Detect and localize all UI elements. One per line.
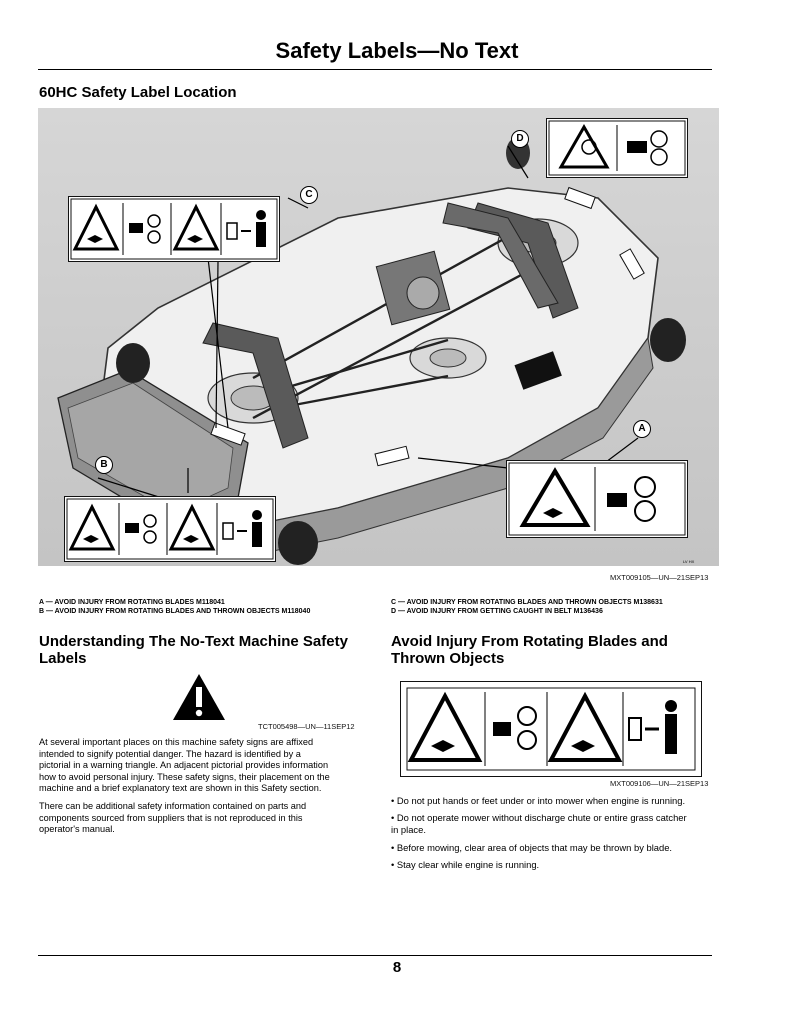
tiny-code: LV HX: [683, 559, 695, 564]
supplier-paragraph: [39, 801, 369, 836]
mower-deck-figure: [38, 108, 719, 566]
figure-ref-code: MXT009105—UN—21SEP13: [610, 573, 709, 582]
bullet-stay-clear: • Stay clear while engine is running.: [391, 859, 540, 870]
section-heading: 60HC Safety Label Location: [39, 84, 237, 101]
left-heading-line1: Understanding The No-Text Machine Safety: [39, 633, 348, 650]
legend-c: C — AVOID INJURY FROM ROTATING BLADES AND THROWN OBJECTS M138631: [391, 599, 663, 606]
supplier-line: components sourced from suppliers that is not reproduced in this: [39, 812, 303, 823]
bullet-hands-feet: • Do not put hands or feet under or into mower when engine is running.: [391, 795, 686, 806]
callout-c: C: [300, 186, 318, 204]
label-a: [506, 460, 688, 538]
label-c-pictorials: [69, 197, 279, 261]
legend-d: D — AVOID INJURY FROM GETTING CAUGHT IN BELT M136436: [391, 608, 603, 615]
intro-paragraph: [39, 737, 369, 795]
bullet-discharge-chute: • Do not operate mower without discharge chute or entire grass catcher: [391, 812, 687, 823]
header-rule: [38, 69, 712, 70]
footer-rule: [38, 955, 712, 956]
callout-d: D: [511, 130, 529, 148]
blade-warning-label: [400, 681, 702, 777]
left-heading: [39, 633, 348, 667]
bullet-clear-area: • Before mowing, clear area of objects that may be thrown by blade.: [391, 842, 673, 853]
intro-line: At several important places on this machine safety signs are affixed: [39, 737, 314, 747]
page-title: Safety Labels—No Text: [275, 38, 519, 63]
intro-line: how to avoid personal injury. These safety signs, their placement on the: [39, 771, 330, 782]
supplier-line: There can be additional safety information contained on parts and: [39, 801, 307, 811]
label-b-pictorials: [65, 497, 275, 561]
warning-ref-code: TCT005498—UN—11SEP12: [258, 722, 355, 731]
blade-warning-pictorials: [401, 682, 701, 776]
warning-triangle-icon: [172, 673, 226, 721]
label-b: [64, 496, 276, 562]
page-number: 8: [392, 959, 402, 976]
intro-line: pictorial in a warning triangle. An adjacent pictorial provides information: [39, 760, 329, 770]
bullet-discharge-chute-cont: in place.: [391, 824, 426, 835]
right-heading-line1: Avoid Injury From Rotating Blades and: [391, 633, 668, 650]
right-heading-line2: Thrown Objects: [391, 650, 505, 667]
legend-b: B — AVOID INJURY FROM ROTATING BLADES AND THROWN OBJECTS M118040: [39, 608, 311, 615]
left-heading-line2: Labels: [39, 650, 87, 667]
callout-b: B: [95, 456, 113, 474]
intro-line: intended to signify potential danger. The hazard is identified by a: [39, 748, 301, 759]
label-d: [546, 118, 688, 178]
label-a-pictorials: [507, 461, 687, 537]
label-ref-code: MXT009106—UN—21SEP13: [610, 779, 709, 788]
intro-line: machine and a brief explanatory text are shown in this Safety section.: [39, 783, 322, 793]
callout-a: A: [633, 420, 651, 438]
label-d-pictorials: [547, 119, 687, 177]
legend-a: A — AVOID INJURY FROM ROTATING BLADES M118041: [39, 599, 225, 606]
right-heading: [391, 633, 668, 667]
label-c: [68, 196, 280, 262]
supplier-line: operator's manual.: [39, 824, 115, 834]
